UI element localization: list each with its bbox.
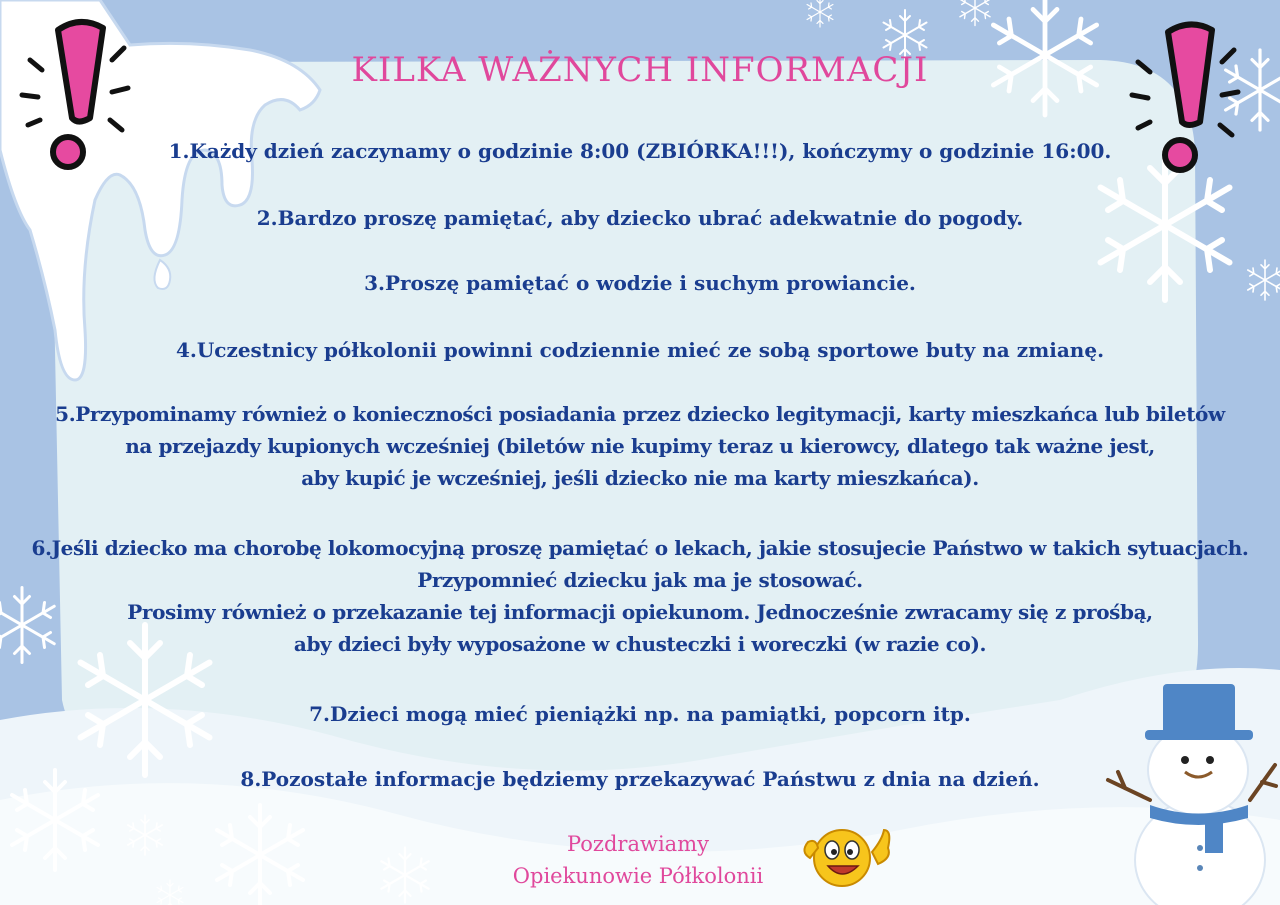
info-item-7 (0, 698, 1280, 730)
info-item-4 (0, 334, 1280, 366)
info-item-3 (0, 267, 1280, 299)
page-title: KILKA WAŻNYCH INFORMACJI (351, 50, 929, 90)
info-line: aby kupić je wcześniej, jeśli dziecko nie ma karty mieszkańca). (301, 466, 979, 490)
info-line: 5.Przypominamy również o konieczności posiadania przez dziecko legitymacji, karty mieszkańca lub biletów (55, 402, 1225, 426)
info-line: 4.Uczestnicy półkolonii powinni codziennie mieć ze sobą sportowe buty na zmianę. (175, 338, 1105, 362)
signature-greeting: Pozdrawiamy (567, 832, 709, 856)
signature (463, 828, 813, 892)
info-item-2 (0, 202, 1280, 234)
info-line: aby dzieci były wyposażone w chusteczki i woreczki (w razie co). (293, 632, 987, 656)
info-line: Prosimy również o przekazanie tej informacji opiekunom. Jednocześnie zwracamy się z prośbą, (127, 600, 1153, 624)
signature-name: Opiekunowie Półkolonii (512, 864, 764, 888)
info-line: 1.Każdy dzień zaczynamy o godzinie 8:00 (ZBIÓRKA!!!), kończymy o godzinie 16:00. (168, 139, 1112, 163)
info-line: 7.Dzieci mogą mieć pieniążki np. na pamiątki, popcorn itp. (309, 702, 971, 726)
info-item-1 (0, 135, 1280, 167)
info-line: 2.Bardzo proszę pamiętać, aby dziecko ubrać adekwatnie do pogody. (256, 206, 1024, 230)
info-item-8 (0, 763, 1280, 795)
info-item-6 (0, 532, 1280, 660)
info-line: 6.Jeśli dziecko ma chorobę lokomocyjną proszę pamiętać o lekach, jakie stosujecie Państwo w takich sytuacjach. (31, 536, 1249, 560)
info-line: na przejazdy kupionych wcześniej (biletów nie kupimy teraz u kierowcy, dlatego tak ważne jest, (125, 434, 1155, 458)
info-line: 3.Proszę pamiętać o wodzie i suchym prowiancie. (364, 271, 916, 295)
info-line: 8.Pozostałe informacje będziemy przekazywać Państwu z dnia na dzień. (240, 767, 1040, 791)
info-line: Przypomnieć dziecku jak ma je stosować. (417, 568, 863, 592)
info-item-5 (0, 398, 1280, 494)
